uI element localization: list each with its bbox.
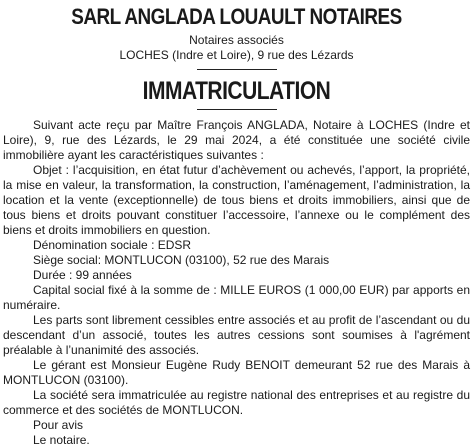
- paragraph-manager: Le gérant est Monsieur Eugène Rudy BENOIT demeurant 52 rue des Marais à MONTLUCON (03100).: [3, 358, 470, 387]
- paragraph-capital: Capital social fixé à la somme de : MILLE EUROS (1 000,00 EUR) par apports en numéraire.: [3, 283, 470, 312]
- paragraph-signature: Le notaire.: [33, 433, 90, 447]
- paragraph-duration: Durée : 99 années: [33, 268, 132, 282]
- notice-body: [3, 118, 470, 448]
- notice-title: IMMATRICULATION: [142, 77, 331, 105]
- paragraph-seat: Siège social: MONTLUCON (03100), 52 rue des Marais: [33, 253, 330, 267]
- paragraph-registration: La société sera immatriculée au registre national des entreprises et au registre du commerce et des sociétés de MONTLUCON.: [3, 388, 470, 417]
- paragraph-shares: Les parts sont librement cessibles entre associés et au profit de l’ascendant ou du descendant d’un associé, toutes les autres cessions sont soumises à l'agrément préalable à l’unanimité des associés.: [3, 313, 470, 357]
- paragraph-name: Dénomination sociale : EDSR: [33, 238, 192, 252]
- firm-name: SARL ANGLADA LOUAULT NOTAIRES: [71, 4, 402, 29]
- paragraph-object: Objet : l’acquisition, en état futur d’achèvement ou achevés, l’apport, la propriété, la mise en valeur, la transformation, la construction, l’aménagement, l’administration, la location et la vente (exceptionnelle) de tous biens et droits immobiliers, ainsi que de tous biens et droits pouvant constituer l’accessoire, l’annexe ou le complément des biens et droits immobiliers en question.: [3, 163, 470, 237]
- header-divider: [197, 69, 277, 70]
- title-divider: [197, 109, 277, 110]
- firm-address: LOCHES (Indre et Loire), 9 rue des Lézards: [119, 48, 354, 62]
- firm-type: Notaires associés: [189, 33, 284, 47]
- paragraph-for-notice: Pour avis: [33, 418, 84, 432]
- paragraph-intro: Suivant acte reçu par Maître François ANGLADA, Notaire à LOCHES (Indre et Loire), 9, rue des Lézards, le 29 mai 2024, a été constituée une société civile immobilière ayant les caractéristiques suivantes :: [3, 118, 470, 162]
